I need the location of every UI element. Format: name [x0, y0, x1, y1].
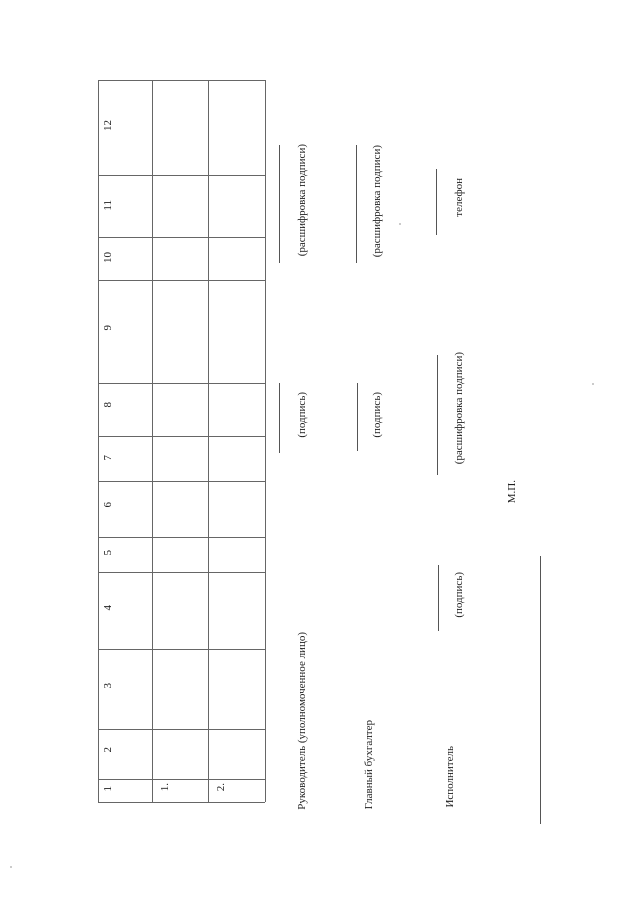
table-col-line [208, 80, 209, 802]
table-row-line [98, 280, 265, 281]
table-row-line [98, 729, 265, 730]
executor-phone-line [436, 169, 437, 235]
column-number-12: 12 [102, 120, 114, 131]
scan-speck [399, 223, 401, 225]
table-row-line [98, 436, 265, 437]
chief-accountant-signature-line [357, 383, 358, 451]
head-decoding-line [279, 145, 280, 263]
head-label: Руководитель (уполномоченное лицо) [296, 632, 308, 810]
column-number-10: 10 [102, 252, 114, 263]
executor-decoding-caption: (расшифровка подписи) [453, 352, 465, 465]
table-row-line [98, 175, 265, 176]
stamp-label: М.П. [506, 480, 518, 504]
chief-accountant-decoding-caption: (расшифровка подписи) [371, 145, 383, 258]
column-number-8: 8 [102, 402, 114, 408]
executor-phone-caption: телефон [453, 178, 465, 217]
scan-speck [10, 866, 12, 868]
table-row-line [98, 572, 265, 573]
scan-speck [592, 383, 594, 385]
executor-label: Исполнитель [444, 746, 456, 808]
chief-accountant-label: Главный бухгалтер [363, 719, 375, 809]
row-label-2: 2. [215, 783, 227, 792]
table-col-line [98, 80, 99, 802]
table-row-line [98, 802, 265, 803]
table-col-line [265, 80, 266, 802]
executor-signature-line [438, 565, 439, 631]
column-number-3: 3 [102, 683, 114, 689]
table-row-line [98, 80, 265, 81]
bottom-line [540, 556, 541, 824]
executor-decoding-line [437, 355, 438, 475]
column-number-2: 2 [102, 747, 114, 753]
table-col-line [152, 80, 153, 802]
executor-signature-caption: (подпись) [453, 572, 465, 618]
column-number-7: 7 [102, 455, 114, 461]
column-number-5: 5 [102, 550, 114, 556]
table-row-line [98, 537, 265, 538]
table-row-line [98, 383, 265, 384]
column-number-9: 9 [102, 325, 114, 331]
head-decoding-caption: (расшифровка подписи) [296, 144, 308, 257]
chief-accountant-decoding-line [356, 145, 357, 263]
row-label-1: 1. [159, 783, 171, 792]
table-row-line [98, 237, 265, 238]
head-signature-caption: (подпись) [296, 392, 308, 438]
column-number-6: 6 [102, 502, 114, 508]
table-row-line [98, 481, 265, 482]
table-row-line [98, 779, 265, 780]
column-number-1: 1 [102, 786, 114, 792]
chief-accountant-signature-caption: (подпись) [371, 392, 383, 438]
head-signature-line [279, 383, 280, 453]
column-number-4: 4 [102, 605, 114, 611]
column-number-11: 11 [102, 200, 114, 211]
table-row-line [98, 649, 265, 650]
